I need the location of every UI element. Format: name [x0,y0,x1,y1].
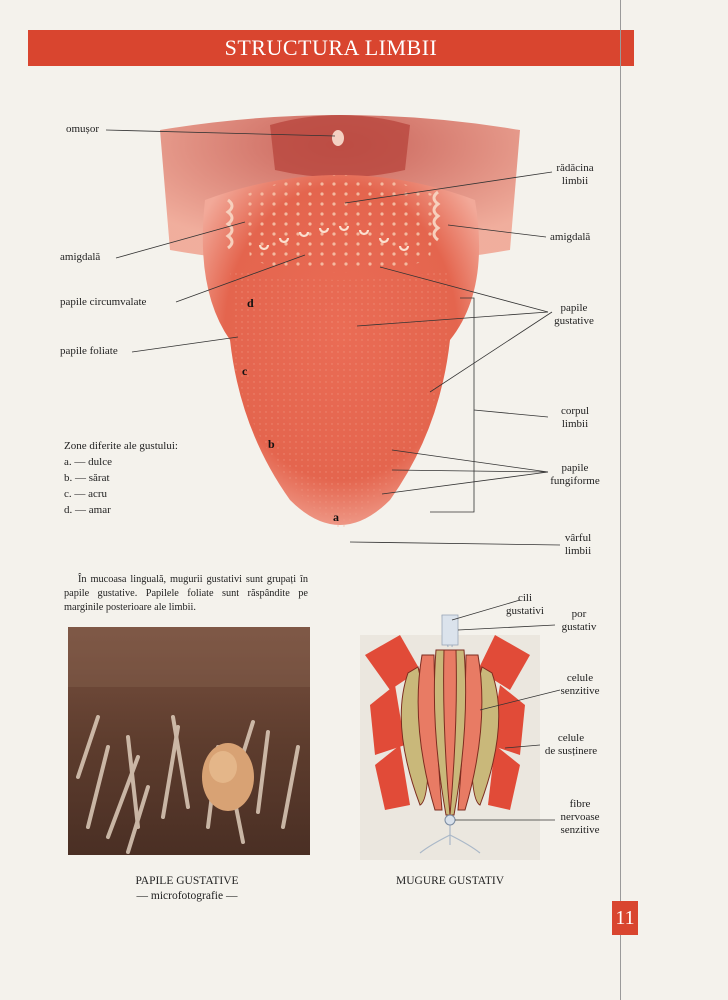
taste-zone-item: d. — amar [64,504,111,516]
zone-letter-a: a [333,510,339,524]
label-fibre-nervoase: fibre nervoase senzitive [560,798,600,836]
photo-caption: PAPILE GUSTATIVE — microfotografie — [135,875,239,902]
taste-zones-heading: Zone diferite ale gustului: [64,440,178,452]
label-radacina-limbii: rădăcina limbii [556,162,594,187]
label-papile-gustative: papile gustative [554,302,594,327]
label-por-gustativ: por gustativ [561,608,597,633]
label-amigdala-left: amigdală [60,251,101,263]
label-papile-foliate: papile foliate [60,345,118,357]
label-celule-sustinere: celule de susținere [544,732,598,757]
zone-letter-d: d [247,296,254,310]
taste-zone-item: b. — sărat [64,472,110,484]
zone-letter-b: b [268,437,275,451]
taste-zone-item: a. — dulce [64,456,112,468]
taste-zone-item: c. — acru [64,488,108,500]
page-title: STRUCTURA LIMBII [28,30,634,66]
mucosa-caption: În mucoasa linguală, mugurii gustativi sunt grupați în papile gustative. Papilele foliate sunt răspândite pe marginile posterioare ale limbii. [64,574,308,613]
label-papile-circumvalate: papile circumvalate [60,296,147,308]
label-corpul-limbii: corpul limbii [560,405,590,430]
label-omusor: omușor [66,123,99,135]
label-papile-fungiforme: papile fungiforme [550,462,600,487]
bud-caption: MUGURE GUSTATIV [395,875,504,887]
zone-letter-c: c [242,364,248,378]
label-amigdala-right: amigdală [550,231,591,243]
label-cili-gustativi: cili gustativi [506,592,544,617]
label-celule-senzitive: celule senzitive [560,672,600,697]
page-number: 11 [612,901,638,935]
label-varful-limbii: vârful limbii [564,532,592,557]
